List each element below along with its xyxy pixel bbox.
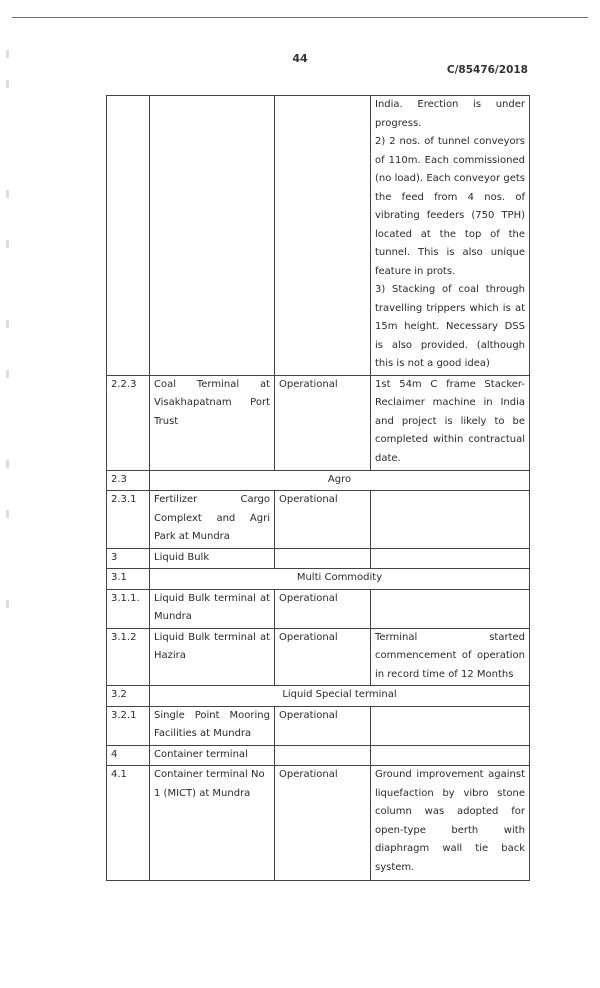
cell-name: Fertilizer Cargo Complext and Agri Park at Mundra xyxy=(150,491,275,549)
section-row xyxy=(107,569,530,590)
cell-sno: 2.2.3 xyxy=(107,375,150,470)
scan-top-rule xyxy=(12,17,588,18)
cell-sno: 4.1 xyxy=(107,766,150,881)
cell-name: Container terminal xyxy=(150,745,275,766)
cell-status: Operational xyxy=(275,491,371,549)
cell-sno xyxy=(107,96,150,376)
table-row xyxy=(107,491,530,549)
cell-name: Container terminal No 1 (MICT) at Mundra xyxy=(150,766,275,881)
remarks-paragraph: 2) 2 nos. of tunnel conveyors of 110m. Each commissioned (no load). Each conveyor gets the feed from 4 nos. of vibrating feeders (750 TPH) located at the top of the tunnel. This is also unique feature in prots. xyxy=(375,136,525,277)
cell-sno: 2.3 xyxy=(107,470,150,491)
cell-remarks xyxy=(371,491,530,549)
table-row xyxy=(107,548,530,569)
cell-status xyxy=(275,745,371,766)
remarks-paragraph: India. Erection is under progress. xyxy=(375,99,525,129)
cell-remarks xyxy=(371,706,530,745)
table-row xyxy=(107,375,530,470)
table-row xyxy=(107,745,530,766)
cell-sno: 2.3.1 xyxy=(107,491,150,549)
cell-sno: 3.1.1. xyxy=(107,589,150,628)
table-row xyxy=(107,589,530,628)
page-number: 44 xyxy=(292,52,308,65)
cell-name: Liquid Bulk terminal at Mundra xyxy=(150,589,275,628)
section-row xyxy=(107,470,530,491)
cell-remarks: Ground improvement against liquefaction by vibro stone column was adopted for open-type berth with diaphragm wall tie back system. xyxy=(371,766,530,881)
cell-name: Liquid Bulk xyxy=(150,548,275,569)
cell-remarks xyxy=(371,589,530,628)
table-row xyxy=(107,766,530,881)
case-number: C/85476/2018 xyxy=(446,64,528,76)
cell-remarks: Terminal started commencement of operation in record time of 12 Months xyxy=(371,628,530,686)
cell-sno: 3.1.2 xyxy=(107,628,150,686)
cell-remarks xyxy=(371,96,530,376)
section-title: Liquid Special terminal xyxy=(150,686,530,707)
table-row xyxy=(107,628,530,686)
cell-sno: 3 xyxy=(107,548,150,569)
cell-status: Operational xyxy=(275,706,371,745)
cell-sno: 3.1 xyxy=(107,569,150,590)
cell-sno: 3.2 xyxy=(107,686,150,707)
cell-sno: 4 xyxy=(107,745,150,766)
cell-remarks: 1st 54m C frame Stacker-Reclaimer machine in India and project is likely to be completed within contractual date. xyxy=(371,375,530,470)
cell-name: Single Point Mooring Facilities at Mundra xyxy=(150,706,275,745)
remarks-paragraph: 3) Stacking of coal through travelling trippers which is at 15m height. Necessary DSS is also provided. (although this is not a good idea) xyxy=(375,284,525,369)
cell-status: Operational xyxy=(275,375,371,470)
cell-status xyxy=(275,548,371,569)
cell-name: Liquid Bulk terminal at Hazira xyxy=(150,628,275,686)
table-row xyxy=(107,706,530,745)
cell-remarks xyxy=(371,745,530,766)
projects-table xyxy=(106,95,530,881)
cell-status: Operational xyxy=(275,628,371,686)
cell-name: Coal Terminal at Visakhapatnam Port Trust xyxy=(150,375,275,470)
table-row xyxy=(107,96,530,376)
cell-name xyxy=(150,96,275,376)
section-title: Multi Commodity xyxy=(150,569,530,590)
section-title: Agro xyxy=(150,470,530,491)
scan-margin-marks xyxy=(6,40,12,640)
section-row xyxy=(107,686,530,707)
cell-status xyxy=(275,96,371,376)
cell-status: Operational xyxy=(275,589,371,628)
cell-status: Operational xyxy=(275,766,371,881)
cell-sno: 3.2.1 xyxy=(107,706,150,745)
cell-remarks xyxy=(371,548,530,569)
